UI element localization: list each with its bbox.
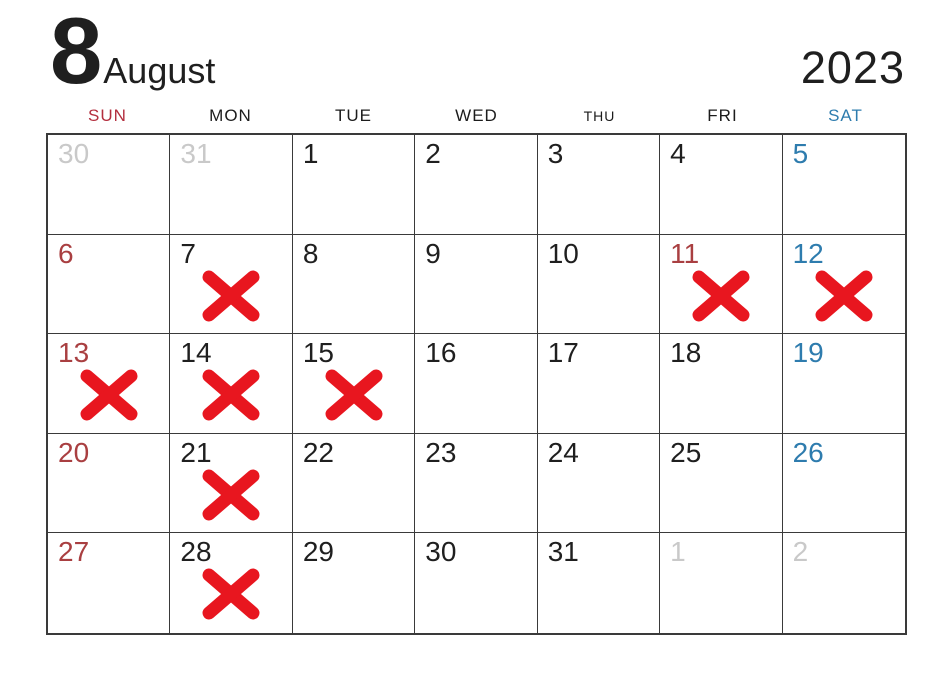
calendar-cell-28 <box>170 533 292 633</box>
x-mark-icon <box>200 468 262 523</box>
weekday-label-tue: TUE <box>335 106 372 125</box>
calendar-cell-31 <box>170 135 292 235</box>
calendar-cell-16 <box>415 334 537 434</box>
calendar-cell-10 <box>538 235 660 335</box>
date-number: 1 <box>670 536 686 568</box>
date-number: 11 <box>670 237 700 269</box>
weekday-header-row <box>46 106 907 126</box>
weekday-label-wed: WED <box>455 106 498 125</box>
calendar-cell-22 <box>293 434 415 534</box>
x-mark-icon <box>323 368 385 423</box>
date-number: 17 <box>547 337 579 369</box>
x-mark-icon <box>200 567 262 622</box>
calendar-cell-21 <box>170 434 292 534</box>
date-number: 24 <box>547 436 579 468</box>
date-number: 18 <box>670 337 702 369</box>
date-number: 31 <box>547 536 579 568</box>
calendar-cell-15 <box>293 334 415 434</box>
calendar-cell-12 <box>783 235 905 335</box>
calendar-cell-14 <box>170 334 292 434</box>
date-number: 12 <box>792 237 824 269</box>
month-number: 8 <box>50 0 101 103</box>
calendar-cell-2 <box>783 533 905 633</box>
calendar-cell-2 <box>415 135 537 235</box>
x-mark-icon <box>78 368 140 423</box>
date-number: 21 <box>180 436 212 468</box>
calendar-cell-24 <box>538 434 660 534</box>
weekday-label-mon: MON <box>209 106 252 125</box>
calendar-cell-13 <box>48 334 170 434</box>
calendar-cell-4 <box>660 135 782 235</box>
date-number: 13 <box>58 337 90 369</box>
date-number: 30 <box>58 138 90 169</box>
date-number: 10 <box>547 237 579 269</box>
calendar-cell-17 <box>538 334 660 434</box>
calendar-cell-26 <box>783 434 905 534</box>
date-number: 2 <box>425 138 441 169</box>
date-number: 16 <box>425 337 457 369</box>
calendar-cell-31 <box>538 533 660 633</box>
x-mark-icon <box>200 368 262 423</box>
date-number: 26 <box>792 436 824 468</box>
calendar-cell-7 <box>170 235 292 335</box>
calendar-cell-29 <box>293 533 415 633</box>
calendar-title <box>50 0 216 103</box>
calendar-cell-11 <box>660 235 782 335</box>
x-mark-icon <box>690 269 752 324</box>
calendar-cell-9 <box>415 235 537 335</box>
date-number: 30 <box>425 536 457 568</box>
date-number: 5 <box>792 138 809 169</box>
date-number: 20 <box>58 436 90 468</box>
calendar-cell-3 <box>538 135 660 235</box>
calendar-cell-18 <box>660 334 782 434</box>
calendar-cell-27 <box>48 533 170 633</box>
date-number: 22 <box>302 436 334 468</box>
date-number: 1 <box>302 138 319 169</box>
date-number: 2 <box>792 536 809 568</box>
calendar-cell-1 <box>660 533 782 633</box>
calendar-cell-23 <box>415 434 537 534</box>
calendar-cell-8 <box>293 235 415 335</box>
calendar-cell-1 <box>293 135 415 235</box>
date-number: 9 <box>425 237 441 269</box>
date-number: 23 <box>425 436 457 468</box>
calendar-cell-5 <box>783 135 905 235</box>
date-number: 3 <box>547 138 564 169</box>
weekday-label-thu: THU <box>583 108 616 124</box>
date-number: 27 <box>58 536 90 568</box>
calendar-cell-6 <box>48 235 170 335</box>
date-number: 7 <box>180 237 196 269</box>
calendar-cell-19 <box>783 334 905 434</box>
calendar-cell-30 <box>415 533 537 633</box>
weekday-label-sun: SUN <box>88 106 127 125</box>
weekday-label-sat: SAT <box>828 106 863 125</box>
calendar-cell-30 <box>48 135 170 235</box>
calendar-cell-25 <box>660 434 782 534</box>
calendar-grid <box>46 133 907 635</box>
date-number: 14 <box>180 337 212 369</box>
x-mark-icon <box>200 269 262 324</box>
year-label: 2023 <box>800 42 905 93</box>
date-number: 28 <box>180 536 212 568</box>
date-number: 29 <box>302 536 334 568</box>
date-number: 8 <box>302 237 319 269</box>
calendar-cell-20 <box>48 434 170 534</box>
date-number: 6 <box>58 237 74 269</box>
date-number: 31 <box>180 138 212 169</box>
x-mark-icon <box>813 269 875 324</box>
weekday-label-fri: FRI <box>707 106 738 125</box>
date-number: 19 <box>792 337 824 369</box>
month-name: August <box>103 50 216 91</box>
date-number: 4 <box>670 138 686 169</box>
date-number: 25 <box>670 436 702 468</box>
date-number: 15 <box>302 337 334 369</box>
